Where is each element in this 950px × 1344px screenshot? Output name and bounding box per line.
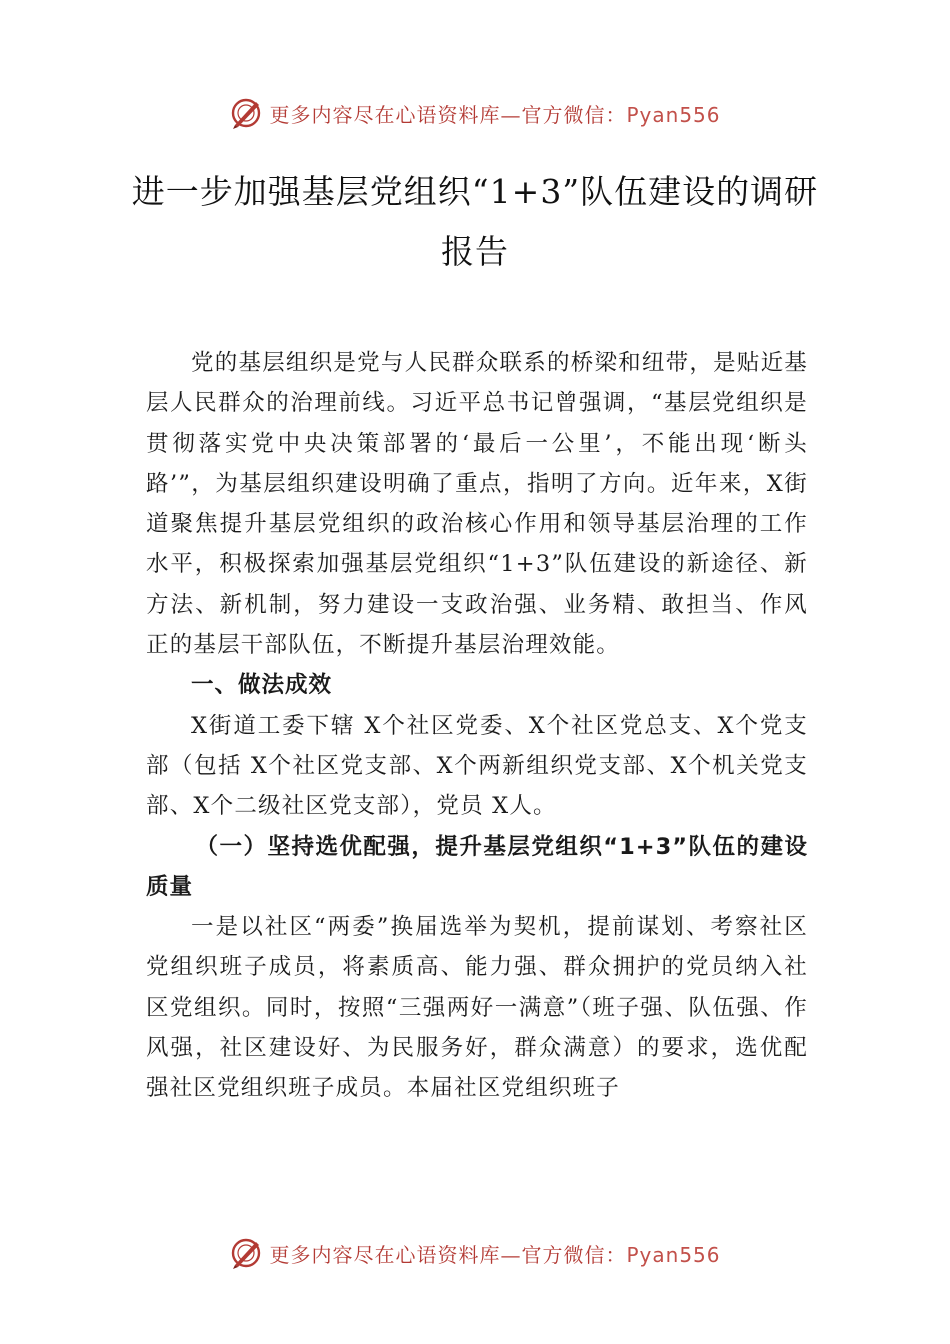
watermark-wechat-id: Pyan556 [626,1242,721,1267]
section-heading: 一、做法成效 [191,672,333,699]
watermark-wechat-id: Pyan556 [626,102,721,127]
subsection-paragraph: 一是以社区“两委”换届选举为契机，提前谋划、考察社区党组织班子成员，将素质高、能力强、群众拥护的党员纳入社区党组织。同时，按照“三强两好一满意”（班子强、队伍强、作风强，社区建设好、为民服务好，群众满意）的要求，选优配强社区党组织班子成员。本届社区党组织班子 [146,914,808,1102]
pen-seal-icon [229,96,263,130]
section-paragraph: X街道工委下辖 X个社区党委、X个社区党总支、X个党支部（包括 X个社区党支部、X个两新组织党支部、X个机关党支部、X个二级社区党支部），党员 X人。 [146,712,808,820]
document-title: 进一步加强基层党组织“1+3”队伍建设的调研报告 [131,172,819,271]
watermark-banner-top [0,93,950,133]
document-body [146,343,808,1109]
subsection-heading: （一）坚持选优配强，提升基层党组织“1+3”队伍的建设质量 [146,833,808,900]
intro-paragraph: 党的基层组织是党与人民群众联系的桥梁和纽带，是贴近基层人民群众的治理前线。习近平总书记曾强调，“基层党组织是贯彻落实党中央决策部署的‘最后一公里’，不能出现‘断头路’”，为基层组织建设明确了重点，指明了方向。近年来，X街道聚焦提升基层党组织的政治核心作用和领导基层治理的工作水平，积极探索加强基层党组织“1+3”队伍建设的新途径、新方法、新机制，努力建设一支政治强、业务精、敢担当、作风正的基层干部队伍，不断提升基层治理效能。 [146,350,808,659]
pen-seal-icon [229,1236,263,1270]
watermark-text: 更多内容尽在心语资料库—官方微信： [269,1242,627,1267]
watermark-banner-bottom [0,1233,950,1273]
watermark-text: 更多内容尽在心语资料库—官方微信： [269,102,627,127]
